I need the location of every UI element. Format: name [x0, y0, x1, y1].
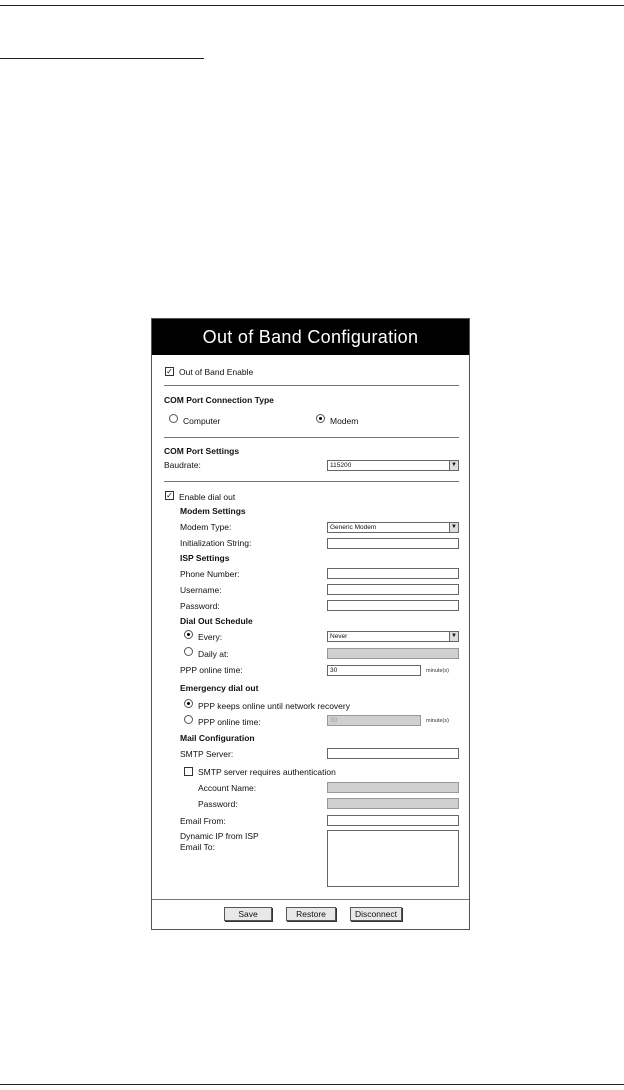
email-to-label: Email To:: [180, 842, 215, 852]
divider: [164, 385, 459, 386]
restore-button[interactable]: Restore: [286, 907, 336, 921]
emergency-title: Emergency dial out: [180, 683, 259, 693]
footer-divider: [152, 899, 469, 900]
radio-daily[interactable]: [184, 647, 193, 656]
baudrate-select[interactable]: [327, 460, 459, 471]
every-select[interactable]: [327, 631, 459, 642]
phone-label: Phone Number:: [180, 569, 240, 579]
init-string-label: Initialization String:: [180, 538, 252, 548]
dialout-enable-checkbox[interactable]: ✓: [166, 491, 173, 500]
disconnect-button[interactable]: Disconnect: [350, 907, 402, 921]
minutes-unit: minute(s): [426, 668, 449, 674]
radio-keep-online[interactable]: [184, 699, 193, 708]
mail-config-title: Mail Configuration: [180, 733, 255, 743]
dial-schedule-title: Dial Out Schedule: [180, 616, 253, 626]
dialout-enable-label: Enable dial out: [179, 492, 236, 502]
modem-type-value: Generic Modem: [330, 524, 377, 531]
chevron-down-icon: ▼: [449, 632, 458, 641]
chevron-down-icon: ▼: [449, 523, 458, 532]
smtp-label: SMTP Server:: [180, 749, 234, 759]
email-to-textarea[interactable]: [327, 830, 459, 887]
com-connection-title: COM Port Connection Type: [164, 395, 274, 405]
baudrate-value: 115200: [330, 462, 352, 469]
password-label: Password:: [180, 601, 220, 611]
panel-title: Out of Band Configuration: [152, 319, 469, 355]
divider: [164, 437, 459, 438]
smtp-password-label: Password:: [198, 799, 238, 809]
emergency-ppp-time-input[interactable]: 30: [327, 715, 421, 726]
radio-every[interactable]: [184, 630, 193, 639]
daily-time-input[interactable]: [327, 648, 459, 659]
keep-online-label: PPP keeps online until network recovery: [198, 701, 350, 711]
email-from-label: Email From:: [180, 816, 226, 826]
every-label: Every:: [198, 632, 223, 642]
com-settings-title: COM Port Settings: [164, 446, 240, 456]
smtp-auth-label: SMTP server requires authentication: [198, 767, 336, 777]
smtp-auth-checkbox[interactable]: [184, 767, 193, 776]
email-from-input[interactable]: [327, 815, 459, 826]
init-string-input[interactable]: [327, 538, 459, 549]
radio-emergency-ppp-time[interactable]: [184, 715, 193, 724]
page-top-rule: [0, 5, 624, 6]
oob-enable-label: Out of Band Enable: [179, 367, 254, 377]
account-label: Account Name:: [198, 783, 257, 793]
radio-modem[interactable]: [316, 414, 325, 423]
phone-input[interactable]: [327, 568, 459, 579]
every-value: Never: [330, 633, 348, 640]
oob-enable-checkbox[interactable]: ✓: [166, 367, 173, 376]
account-input[interactable]: [327, 782, 459, 793]
dynamic-ip-label: Dynamic IP from ISP: [180, 831, 259, 841]
page-bottom-rule: [0, 1084, 624, 1085]
username-input[interactable]: [327, 584, 459, 595]
radio-computer[interactable]: [169, 414, 178, 423]
ppp-time-input[interactable]: 30: [327, 665, 421, 676]
daily-label: Daily at:: [198, 649, 229, 659]
smtp-input[interactable]: [327, 748, 459, 759]
baudrate-label: Baudrate:: [164, 460, 201, 470]
modem-settings-title: Modem Settings: [180, 506, 246, 516]
save-button[interactable]: Save: [224, 907, 272, 921]
modem-type-select[interactable]: [327, 522, 459, 533]
chevron-down-icon: ▼: [449, 461, 458, 470]
oob-config-panel: [151, 318, 470, 930]
emergency-ppp-time-label: PPP online time:: [198, 717, 261, 727]
password-input[interactable]: [327, 600, 459, 611]
ppp-time-label: PPP online time:: [180, 665, 243, 675]
isp-settings-title: ISP Settings: [180, 553, 230, 563]
radio-computer-label: Computer: [183, 416, 221, 426]
smtp-password-input[interactable]: [327, 798, 459, 809]
modem-type-label: Modem Type:: [180, 522, 232, 532]
divider: [164, 481, 459, 482]
radio-modem-label: Modem: [330, 416, 359, 426]
minutes-unit: minute(s): [426, 718, 449, 724]
heading-underline: [0, 58, 204, 59]
username-label: Username:: [180, 585, 222, 595]
